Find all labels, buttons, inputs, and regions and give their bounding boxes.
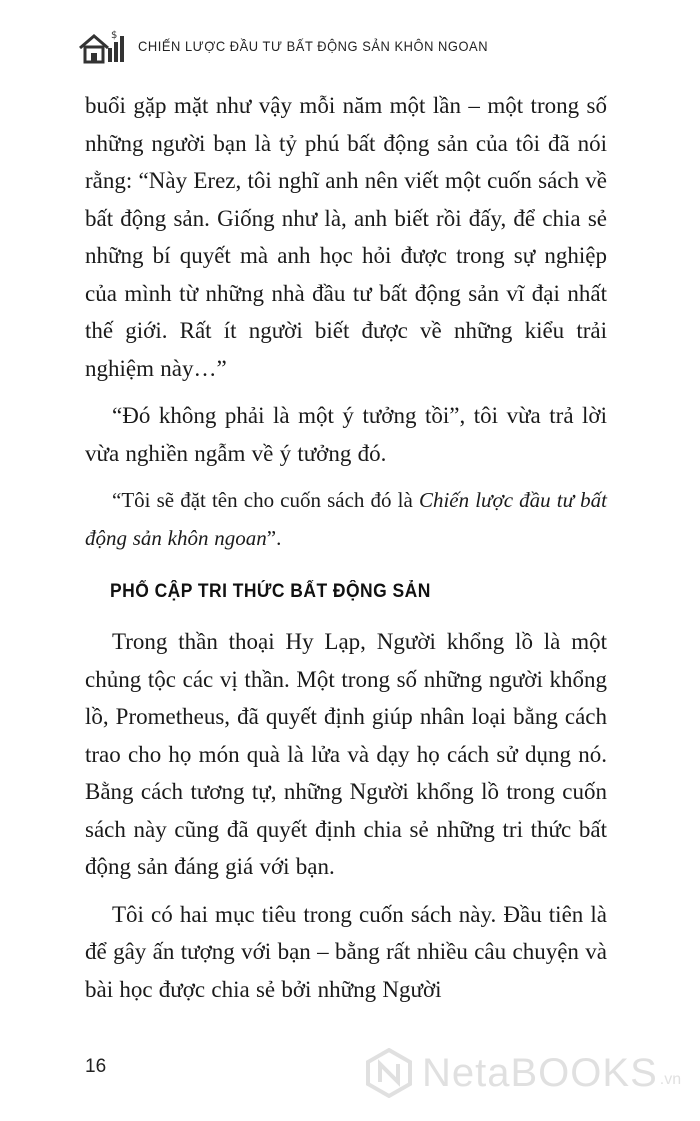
book-title-italic: Chiến lược đầu tư bất động sản khôn ngoan	[85, 488, 607, 550]
header-title: CHIẾN LƯỢC ĐẦU TƯ BẤT ĐỘNG SẢN KHÔN NGOAN	[138, 38, 489, 54]
page-number: 16	[85, 1056, 107, 1077]
paragraph-3-end: ”.	[266, 525, 282, 550]
paragraph-4: Trong thần thoại Hy Lạp, Người khổng lồ là một chủng tộc các vị thần. Một trong số những người khổng lồ, Prometheus, đã quyết định giúp nhân loại bằng cách trao cho họ món quà là lửa và dạy họ cách sử dụng nó. Bằng cách tương tự, những Người khổng lồ trong cuốn sách này cũng đã quyết định chia sẻ những tri thức bất động sản đáng giá với bạn.	[85, 629, 607, 879]
paragraph-3-start: “Tôi sẽ đặt tên cho cuốn sách đó là	[112, 488, 419, 512]
watermark-suffix: .vn	[659, 1071, 682, 1088]
netabooks-logo-icon	[364, 1048, 414, 1098]
watermark-text: NetaBOOKS	[422, 1050, 658, 1095]
watermark	[364, 1048, 681, 1098]
house-chart-icon	[78, 28, 126, 64]
paragraph-3	[85, 482, 607, 557]
running-header	[78, 26, 519, 66]
paragraph-5: Tôi có hai mục tiêu trong cuốn sách này. Đầu tiên là để gây ấn tượng với bạn – bằng rất nhiều câu chuyện và bài học được chia sẻ bởi những Người	[85, 901, 607, 1002]
svg-text:$: $	[111, 30, 118, 41]
section-heading: PHỔ CẬP TRI THỨC BẤT ĐỘNG SẢN	[110, 581, 431, 602]
paragraph-2: “Đó không phải là một ý tưởng tồi”, tôi vừa trả lời vừa nghiền ngẫm về ý tưởng đó.	[85, 403, 607, 466]
page-body	[85, 87, 607, 1018]
paragraph-1: buổi gặp mặt như vậy mỗi năm một lần – một trong số những người bạn là tỷ phú bất động sản của tôi đã nói rằng: “Này Erez, tôi nghĩ anh nên viết một cuốn sách về bất động sản. Giống như là, anh biết rồi đấy, để chia sẻ những bí quyết mà anh học hỏi được trong sự nghiệp của mình từ những nhà đầu tư bất động sản vĩ đại nhất thế giới. Rất ít người biết được về những kiểu trải nghiệm này…”	[85, 93, 607, 381]
